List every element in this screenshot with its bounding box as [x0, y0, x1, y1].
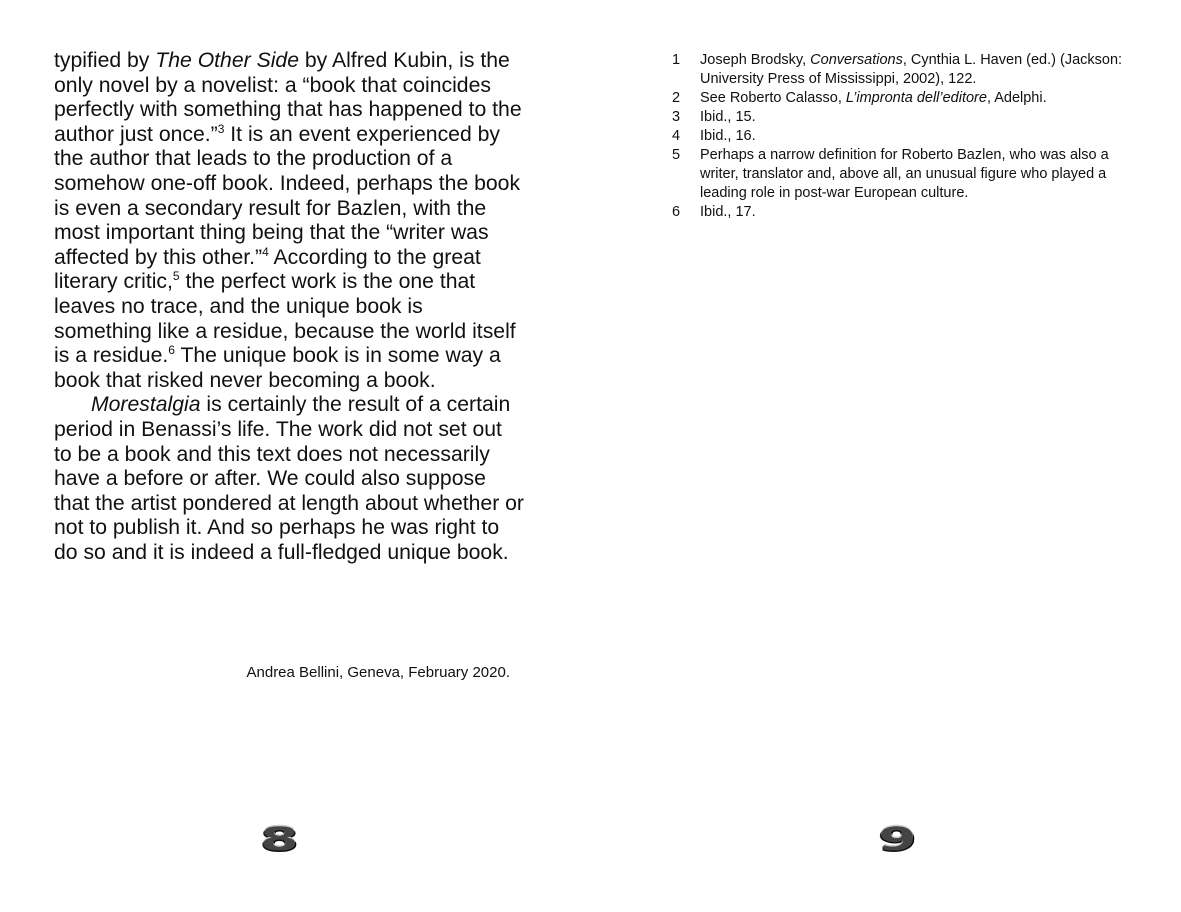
- text-run: , Adelphi.: [986, 90, 1047, 106]
- footnote-text: Ibid., 16.: [700, 128, 756, 144]
- footnote-number: 3: [672, 109, 681, 125]
- book-title-italic: The Other Side: [155, 49, 299, 72]
- footnote-4: [672, 127, 1142, 146]
- work-title-italic: Morestalgia: [91, 393, 201, 417]
- footnote-number: 2: [672, 90, 681, 106]
- footnotes-list: [672, 51, 1142, 222]
- text-run: the perfect work is the one that leaves no trace, and the unique book is something like a residue, because the world itself is a residue.: [54, 270, 516, 368]
- text-run: , Cynthia L. Haven (ed.) (Jackson: University Press of Mississippi, 2002), 122.: [700, 52, 1123, 87]
- footnote-text: Ibid., 17.: [700, 204, 756, 220]
- text-run: typified by: [54, 49, 156, 72]
- author-signature: Andrea Bellini, Geneva, February 2020.: [246, 664, 510, 681]
- footnote-6: [672, 203, 1142, 222]
- text-run: by Alfred Kubin, is the only novel by a novelist: a “book that coincides perfectly with something that has happened to the author just once.”: [54, 49, 522, 146]
- footnote-number: 6: [672, 204, 681, 220]
- footnote-text: [700, 89, 1142, 108]
- paragraph-1: [54, 49, 524, 393]
- main-body-text: [54, 49, 524, 565]
- footnote-1: [672, 51, 1142, 89]
- text-run: Joseph Brodsky,: [700, 52, 811, 68]
- page-number-right: 9: [878, 821, 918, 858]
- footnote-number: 1: [672, 52, 681, 68]
- footnote-ref-4[interactable]: 4: [262, 244, 269, 259]
- left-page: [0, 0, 590, 912]
- footnote-5: [672, 146, 1142, 203]
- text-run: The unique book is in some way a book that risked never becoming a book.: [54, 344, 501, 392]
- footnote-text: [700, 51, 1142, 89]
- footnote-3: [672, 108, 1142, 127]
- footnote-ref-3[interactable]: 3: [217, 121, 225, 136]
- footnote-text: Perhaps a narrow definition for Roberto Bazlen, who was also a writer, translator and, above all, an unusual figure who played a leading role in post-war European culture.: [700, 147, 1109, 201]
- footnote-number: 5: [672, 147, 681, 163]
- footnote-text: Ibid., 15.: [700, 109, 756, 125]
- footnote-2: [672, 89, 1142, 108]
- paragraph-2: [54, 393, 524, 565]
- text-run: See Roberto Calasso,: [700, 90, 846, 106]
- title-italic: Conversations: [810, 52, 903, 68]
- text-run: is certainly the result of a certain period in Benassi’s life. The work did not set out to be a book and this text does not necessarily have a before or after. We could also suppose that the artist pondered at length about whether or not to publish it. And so perhaps he was right to do so and it is indeed a full-fledged unique book.: [54, 393, 524, 564]
- title-italic: L’impronta dell’editore: [845, 90, 987, 106]
- page-number-left: 8: [260, 821, 300, 858]
- footnote-ref-5[interactable]: 5: [172, 269, 180, 284]
- footnote-number: 4: [672, 128, 681, 144]
- text-run: It is an event experienced by the author that leads to the production of a somehow one-off book. Indeed, perhaps the book is even a secondary result for Bazlen, with the most important thing being that the “writer was affected by this other.”: [54, 122, 521, 269]
- footnote-ref-6[interactable]: 6: [168, 343, 175, 358]
- text-run: According to the great literary critic,: [54, 245, 481, 294]
